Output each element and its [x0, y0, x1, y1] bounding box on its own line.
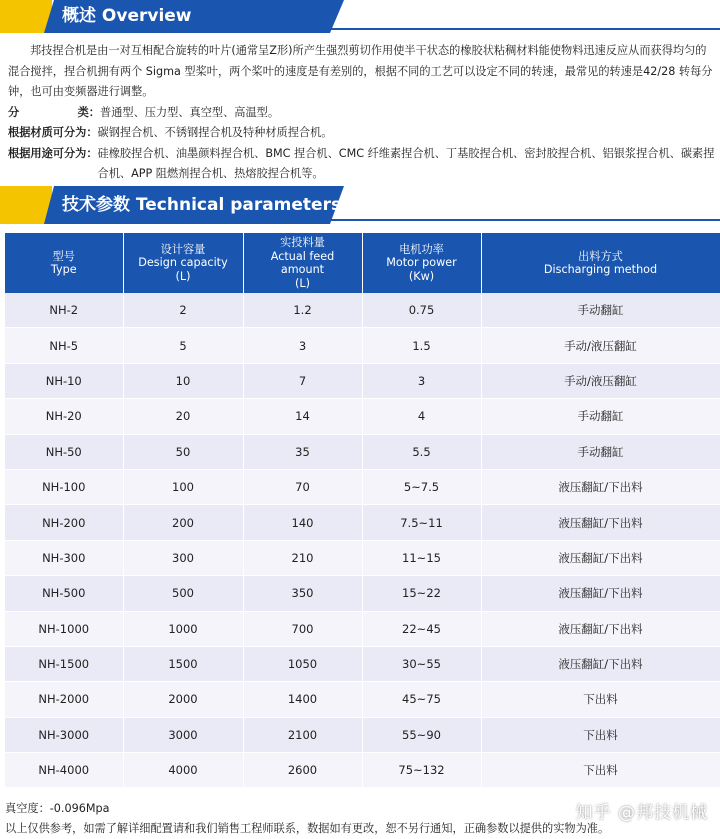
table-row [5, 399, 720, 434]
column-header [5, 233, 123, 293]
table-cell: 11~15 [362, 540, 481, 575]
table-cell: 手动/液压翻缸 [481, 363, 720, 398]
table-cell: 15~22 [362, 576, 481, 611]
params-section-header [0, 186, 720, 224]
table-cell: 下出料 [481, 717, 720, 752]
table-cell: NH-4000 [5, 753, 123, 788]
vacuum-note: 真空度：-0.096Mpa [5, 802, 110, 815]
table-row [5, 540, 720, 575]
table-cell: 45~75 [362, 682, 481, 717]
table-cell: 50 [123, 434, 243, 469]
column-header-line: 出料方式 [578, 249, 623, 263]
column-header-line: (Kw) [408, 269, 435, 283]
table-cell: 4000 [123, 753, 243, 788]
column-header-line: 电机功率 [399, 242, 444, 256]
table-cell: 2100 [243, 717, 362, 752]
table-cell: 350 [243, 576, 362, 611]
table-cell: 手动翻缸 [481, 434, 720, 469]
table-row [5, 717, 720, 752]
category-key: 分 类： [8, 105, 100, 119]
column-header-line: 型号 [52, 249, 75, 263]
usage-value: 硅橡胶捏合机、油墨颜料捏合机、BMC 捏合机、CMC 纤维素捏合机、丁基胶捏合机、密封胶捏合机、铝银浆捏合机、碳素捏合机、APP 阻燃剂捏合机、热熔胶捏合机等。 [97, 146, 715, 180]
overview-paragraph: 邦技捏合机是由一对互相配合旋转的叶片(通常呈Z形)所产生强烈剪切作用使半干状态的橡胶状粘稠材料能使物料迅速反应从而获得均匀的混合搅拌，捏合机拥有两个 Sigma 型桨叶，两个桨叶的速度是有差别的，根据不同的工艺可以设定不同的转速，最常见的转速是42/28 转每分钟，也可由变频器进行调整。 [8, 44, 713, 98]
table-cell: NH-2 [5, 293, 123, 328]
table-cell: 液压翻缸/下出料 [481, 469, 720, 504]
table-cell: 30~55 [362, 646, 481, 681]
table-cell: 300 [123, 540, 243, 575]
table-row [5, 576, 720, 611]
table-cell: NH-50 [5, 434, 123, 469]
column-header-line: Type [50, 263, 77, 276]
table-row [5, 293, 720, 328]
params-title: 技术参数 Technical parameters [62, 195, 342, 215]
table-cell: 2000 [123, 682, 243, 717]
table-cell: 7 [243, 363, 362, 398]
overview-section-header [0, 0, 720, 33]
table-cell: NH-10 [5, 363, 123, 398]
table-cell: 5 [123, 328, 243, 363]
table-cell: NH-5 [5, 328, 123, 363]
table-cell: 液压翻缸/下出料 [481, 576, 720, 611]
column-header-line: amount [280, 263, 325, 276]
overview-title: 概述 Overview [62, 6, 192, 26]
table-cell: 5.5 [362, 434, 481, 469]
table-cell: 1500 [123, 646, 243, 681]
table-row [5, 505, 720, 540]
table-body [5, 293, 720, 788]
table-cell: 3 [362, 363, 481, 398]
table-cell: 手动翻缸 [481, 293, 720, 328]
table-cell: NH-500 [5, 576, 123, 611]
table-cell: NH-100 [5, 469, 123, 504]
column-header [243, 233, 362, 293]
table-cell: 14 [243, 399, 362, 434]
table-cell: 手动翻缸 [481, 399, 720, 434]
column-header-line: (L) [175, 269, 191, 283]
table-cell: 1050 [243, 646, 362, 681]
table-cell: 4 [362, 399, 481, 434]
table-cell: 2600 [243, 753, 362, 788]
table-cell: 7.5~11 [362, 505, 481, 540]
table-cell: 210 [243, 540, 362, 575]
table-cell: 1.5 [362, 328, 481, 363]
column-header [362, 233, 481, 293]
table-cell: 35 [243, 434, 362, 469]
parameters-table [5, 233, 720, 788]
table-cell: 液压翻缸/下出料 [481, 505, 720, 540]
table-row [5, 753, 720, 788]
overview-body [8, 41, 716, 185]
table-cell: 下出料 [481, 682, 720, 717]
table-cell: 22~45 [362, 611, 481, 646]
header-accent [0, 186, 52, 224]
table-cell: NH-3000 [5, 717, 123, 752]
table-cell: 2 [123, 293, 243, 328]
table-cell: NH-2000 [5, 682, 123, 717]
table-cell: 3000 [123, 717, 243, 752]
table-row [5, 469, 720, 504]
table-cell: 液压翻缸/下出料 [481, 611, 720, 646]
table-cell: NH-1000 [5, 611, 123, 646]
table-cell: 55~90 [362, 717, 481, 752]
column-header-line: 实投料量 [280, 236, 325, 249]
table-header-row [5, 233, 720, 293]
table-cell: 下出料 [481, 753, 720, 788]
column-header-line: Motor power [386, 256, 457, 270]
table-cell: 1000 [123, 611, 243, 646]
table-cell: 手动/液压翻缸 [481, 328, 720, 363]
material-row [8, 123, 716, 144]
disclaimer-note: 以上仅供参考，如需了解详细配置请和我们销售工程师联系，数据如有更改，恕不另行通知，正确参数以提供的实物为准。 [5, 822, 610, 835]
table-row [5, 611, 720, 646]
column-header-line: Actual feed [270, 249, 335, 263]
table-cell: 700 [243, 611, 362, 646]
table-cell: 75~132 [362, 753, 481, 788]
usage-row [8, 144, 716, 185]
column-header-line: 设计容量 [160, 242, 206, 256]
column-header [123, 233, 243, 293]
column-header-line: Design capacity [138, 256, 228, 270]
watermark: 知乎 @邦技机械 [575, 803, 708, 823]
table-row [5, 328, 720, 363]
table-cell: 0.75 [362, 293, 481, 328]
material-value: 碳钢捏合机、不锈钢捏合机及特种材质捏合机。 [97, 126, 333, 139]
table-cell: 100 [123, 469, 243, 504]
table-cell: 液压翻缸/下出料 [481, 540, 720, 575]
table-cell: 3 [243, 328, 362, 363]
table-cell: NH-200 [5, 505, 123, 540]
column-header-line: Discharging method [543, 263, 658, 276]
table-cell: 1400 [243, 682, 362, 717]
usage-key: 根据用途可分为： [8, 146, 98, 160]
material-key: 根据材质可分为： [8, 126, 98, 139]
table-row [5, 682, 720, 717]
table-row [5, 434, 720, 469]
table-cell: 1.2 [243, 293, 362, 328]
table-cell: 140 [243, 505, 362, 540]
category-row [8, 103, 716, 124]
header-accent [0, 0, 52, 33]
table-row [5, 363, 720, 398]
category-value: 普通型、压力型、真空型、高温型。 [100, 105, 280, 119]
table-cell: 5~7.5 [362, 469, 481, 504]
table-cell: 20 [123, 399, 243, 434]
table-cell: NH-20 [5, 399, 123, 434]
table-row [5, 646, 720, 681]
table-cell: NH-300 [5, 540, 123, 575]
column-header-line: (L) [295, 276, 310, 290]
header-rule [330, 28, 720, 30]
table-cell: 500 [123, 576, 243, 611]
column-header [481, 233, 720, 293]
table-cell: 200 [123, 505, 243, 540]
table-cell: 70 [243, 469, 362, 504]
table-cell: 液压翻缸/下出料 [481, 646, 720, 681]
header-rule [330, 219, 720, 221]
table-cell: 10 [123, 363, 243, 398]
table-cell: NH-1500 [5, 646, 123, 681]
